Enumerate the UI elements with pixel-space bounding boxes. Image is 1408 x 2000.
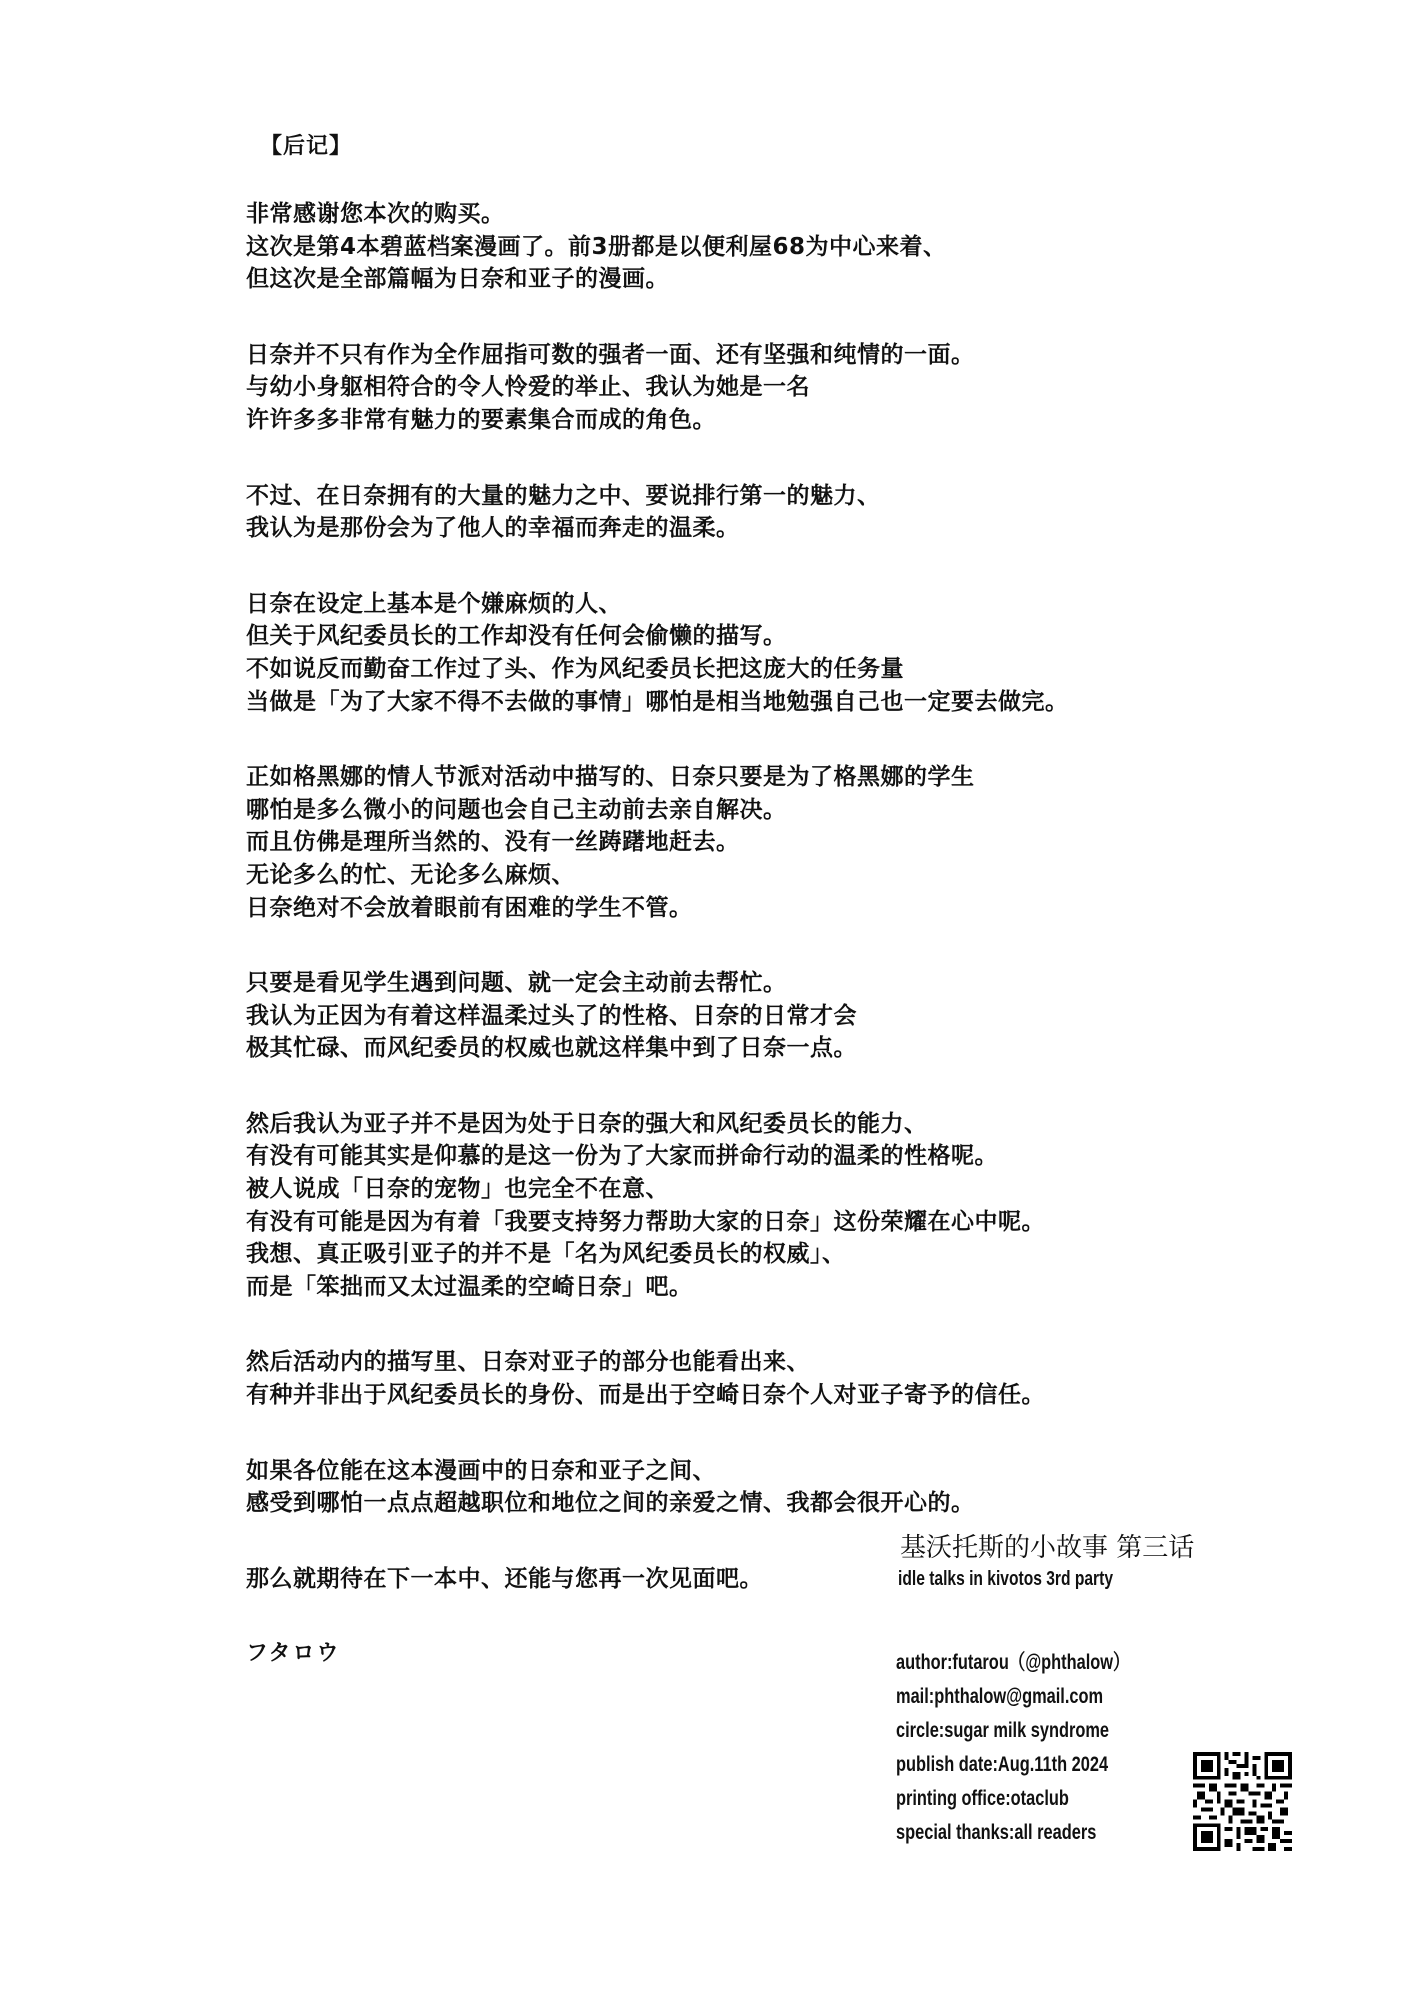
text-line: 极其忙碌、而风纪委员的权威也就这样集中到了日奈一点。 xyxy=(246,1035,857,1062)
publish-date-info: publish date:Aug.11th 2024 xyxy=(896,1753,1109,1776)
printing-office-info: printing office:otaclub xyxy=(896,1787,1069,1810)
text-line: 不过、在日奈拥有的大量的魅力之中、要说排行第一的魅力、 xyxy=(246,482,881,509)
text-line: 日奈并不只有作为全作屈指可数的强者一面、还有坚强和纯情的一面。 xyxy=(246,341,975,368)
text-line: 我认为是那份会为了他人的幸福而奔走的温柔。 xyxy=(246,515,740,542)
book-subtitle: idle talks in kivotos 3rd party xyxy=(898,1568,1114,1590)
text-line: 我认为正因为有着这样温柔过头了的性格、日奈的日常才会 xyxy=(246,1002,857,1029)
text-line: 而且仿佛是理所当然的、没有一丝踌躇地赶去。 xyxy=(246,829,740,856)
qr-code-icon xyxy=(1193,1752,1292,1851)
paragraph-9 xyxy=(246,1455,1246,1520)
paragraph-5 xyxy=(246,761,1246,924)
colophon-header xyxy=(896,1530,1316,1592)
book-title: 基沃托斯的小故事 第三话 xyxy=(900,1533,1195,1563)
text-line: 无论多么的忙、无论多么麻烦、 xyxy=(246,861,575,888)
author-signature: フタロウ xyxy=(246,1641,341,1667)
text-line: 但关于风纪委员长的工作却没有任何会偷懒的描写。 xyxy=(246,623,787,650)
author-info: author:futarou（@phthalow） xyxy=(896,1651,1130,1674)
afterword-section xyxy=(246,130,1246,1670)
text-line: 许许多多非常有魅力的要素集合而成的角色。 xyxy=(246,406,716,433)
mail-info: mail:phthalow@gmail.com xyxy=(896,1685,1104,1708)
text-line: 感受到哪怕一点点超越职位和地位之间的亲爱之情、我都会很开心的。 xyxy=(246,1490,975,1517)
special-thanks-info: special thanks:all readers xyxy=(896,1821,1097,1844)
text-line: 只要是看见学生遇到问题、就一定会主动前去帮忙。 xyxy=(246,970,787,997)
text-line: 如果各位能在这本漫画中的日奈和亚子之间、 xyxy=(246,1457,716,1484)
paragraph-7 xyxy=(246,1108,1246,1304)
text-line: 这次是第4本碧蓝档案漫画了。前3册都是以便利屋68为中心来着、 xyxy=(246,233,947,260)
paragraph-2 xyxy=(246,339,1246,437)
text-line: 那么就期待在下一本中、还能与您再一次见面吧。 xyxy=(246,1565,763,1592)
circle-info: circle:sugar milk syndrome xyxy=(896,1719,1110,1742)
text-line: 日奈在设定上基本是个嫌麻烦的人、 xyxy=(246,590,622,617)
text-line: 正如格黑娜的情人节派对活动中描写的、日奈只要是为了格黑娜的学生 xyxy=(246,764,975,791)
text-line: 有没有可能其实是仰慕的是这一份为了大家而拼命行动的温柔的性格呢。 xyxy=(246,1143,998,1170)
paragraph-1 xyxy=(246,198,1246,296)
text-line: 当做是「为了大家不得不去做的事情」哪怕是相当地勉强自己也一定要去做完。 xyxy=(246,688,1069,715)
paragraph-6 xyxy=(246,967,1246,1065)
text-line: 有没有可能是因为有着「我要支持努力帮助大家的日奈」这份荣耀在心中呢。 xyxy=(246,1208,1045,1235)
text-line: 哪怕是多么微小的问题也会自己主动前去亲自解决。 xyxy=(246,796,787,823)
text-line: 而是「笨拙而又太过温柔的空崎日奈」吧。 xyxy=(246,1273,693,1300)
text-line: 不如说反而勤奋工作过了头、作为风纪委员长把这庞大的任务量 xyxy=(246,655,904,682)
text-line: 然后活动内的描写里、日奈对亚子的部分也能看出来、 xyxy=(246,1349,810,1376)
paragraph-8 xyxy=(246,1346,1246,1411)
text-line: 然后我认为亚子并不是因为处于日奈的强大和风纪委员长的能力、 xyxy=(246,1110,928,1137)
text-line: 日奈绝对不会放着眼前有困难的学生不管。 xyxy=(246,894,693,921)
text-line: 被人说成「日奈的宠物」也完全不在意、 xyxy=(246,1176,669,1203)
text-line: 但这次是全部篇幅为日奈和亚子的漫画。 xyxy=(246,266,669,293)
paragraph-3 xyxy=(246,480,1246,545)
text-line: 我想、真正吸引亚子的并不是「名为风纪委员长的权威」、 xyxy=(246,1241,846,1268)
text-line: 有种并非出于风纪委员长的身份、而是出于空崎日奈个人对亚子寄予的信任。 xyxy=(246,1382,1045,1409)
paragraph-4 xyxy=(246,588,1246,718)
text-line: 非常感谢您本次的购买。 xyxy=(246,201,505,227)
colophon-info xyxy=(896,1646,1195,1850)
afterword-heading: 【后记】 xyxy=(260,134,353,159)
text-line: 与幼小身躯相符合的令人怜爱的举止、我认为她是一名 xyxy=(246,374,810,401)
